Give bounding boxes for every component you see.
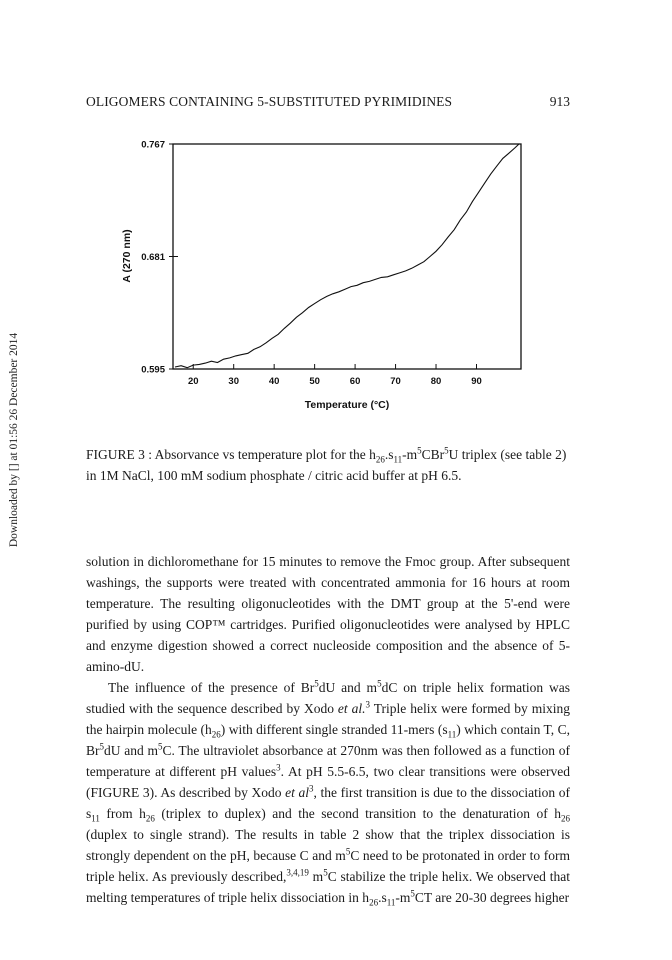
caption-label: FIGURE 3 : <box>86 447 153 462</box>
x-tick-label: 70 <box>390 376 401 387</box>
x-tick-label: 90 <box>471 376 482 387</box>
page-number: 913 <box>549 94 570 109</box>
body-text <box>86 551 570 908</box>
paragraph-1: solution in dichloromethane for 15 minutes to remove the Fmoc group. After subsequent washings, the supports were treated with concentrated ammonia for 16 hours at room temperature. The resulting oligonucleotides with the DMT group at the 5'-end were purified by using COP™ cartridges. Purified oligonucleotides were analysed by HPLC and enzyme digestion showed a correct nucleoside composition and the absence of 5-amino-dU. <box>86 554 570 674</box>
y-axis-label: A (270 nm) <box>121 229 133 283</box>
x-tick-label: 40 <box>268 376 280 387</box>
x-tick-label: 30 <box>228 376 239 387</box>
running-head-title: OLIGOMERS CONTAINING 5-SUBSTITUTED PYRIMIDINES <box>86 94 453 109</box>
x-axis-ticks <box>188 364 482 387</box>
figure-caption: FIGURE 3 : Absorvance vs temperature plot for the $h_{26}.s_{11}-m^5CBr^5U$ triplex (see table 2) in 1M NaCl, 100 mM sodium phosphate / citric acid buffer at pH 6.5. <box>86 445 567 483</box>
plot-frame <box>173 144 521 369</box>
download-watermark-text: Downloaded by [] at 01:56 26 December 2014 <box>8 332 20 548</box>
absorbance-temperature-chart <box>86 128 586 428</box>
download-watermark <box>6 280 22 600</box>
y-tick-label: 0.595 <box>141 364 165 376</box>
x-tick-label: 20 <box>187 376 199 387</box>
y-tick-label: 0.767 <box>141 139 165 151</box>
paragraph-2: The influence of the presence of Br$^5$dU and $m^5dC$ on triple helix formation was studied with the sequence described by Xodo et al.$^3$ Triple helix were formed by mixing the hairpin molecule $(h_{26})$ with different single stranded 11-mers $(s_{11})$ which contain T, C, Br$^5$dU and $m^5C$. The ultraviolet absorbance at 270nm was then followed as a function of temperature at different pH values$^3$. At pH 5.5-6.5, two clear transitions were observed (FIGURE 3). As described by Xodo et $al^3$, the first transition is due to the dissociation of $s_{11}$ from $h_{26}$ (triplex to duplex) and the second transition to the denaturation of $h_{26}$ (duplex to single strand). The results in table 2 show that the triplex dissociation is strongly dependent on the pH, because C and $m^5C$ need to be protonated in order to form triple helix. As previously described,$^{3,4,19}$ $m^5C$ stabilize the triple helix. We observed that melting temperatures of triple helix dissociation in $h_{26}.s_{11}-m^5CT$ are 20-30 degrees higher <box>86 678 571 908</box>
y-tick-label: 0.681 <box>141 252 165 263</box>
absorbance-curve <box>175 144 519 368</box>
x-tick-label: 50 <box>309 376 320 387</box>
x-axis-label: Temperature (°C) <box>304 399 390 411</box>
x-tick-label: 60 <box>349 376 361 387</box>
x-tick-label: 80 <box>430 376 442 387</box>
